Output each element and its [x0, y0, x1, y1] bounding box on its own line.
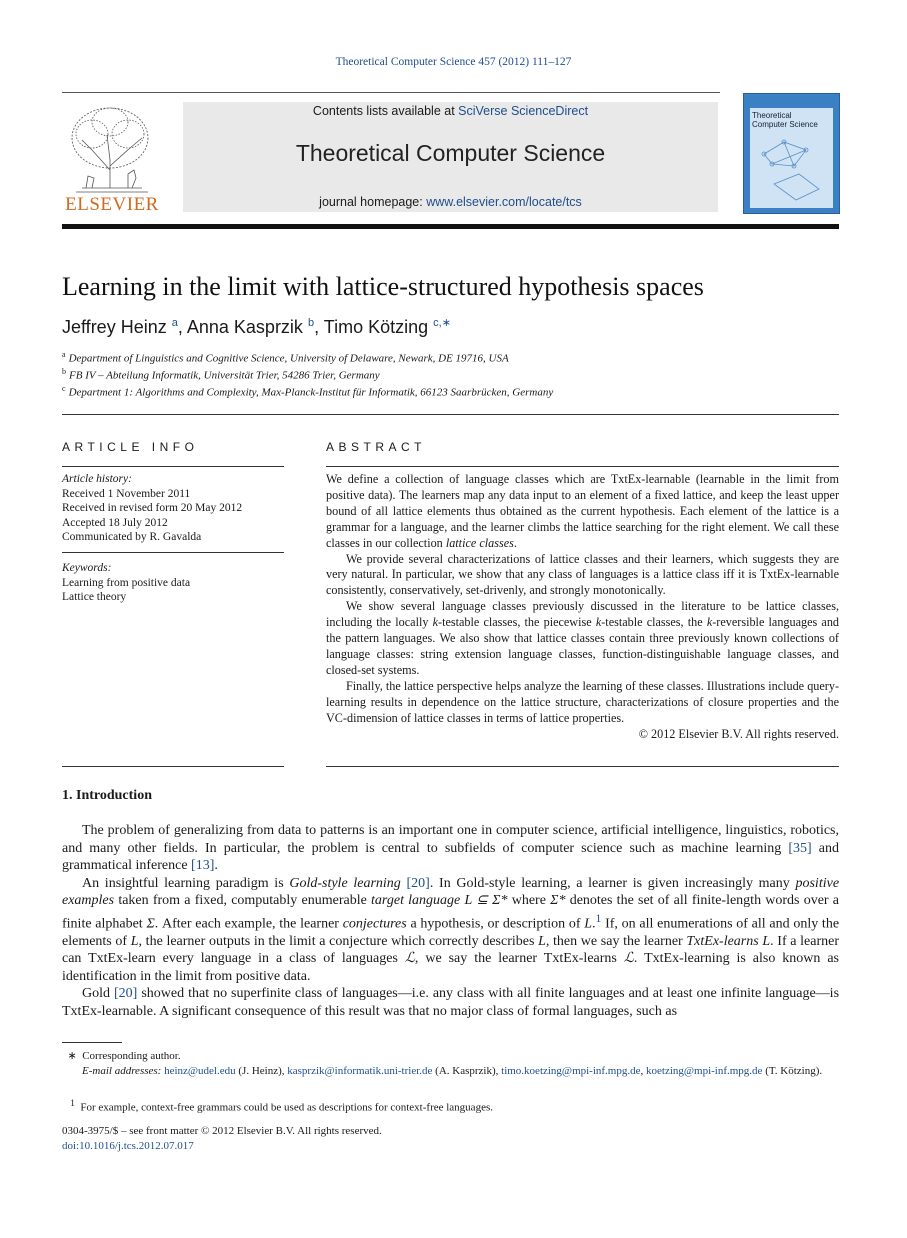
- publisher-name: ELSEVIER: [65, 194, 159, 215]
- footnote-mark: 1: [70, 1098, 75, 1108]
- affiliation-mark: a: [62, 350, 66, 359]
- article-info-heading: ARTICLE INFO: [62, 440, 199, 454]
- abstract-paragraph: We define a collection of language classes which are TxtEx-learnable (learnable in the limit from positive data). The learners map any data input to an element of a fixed lattice, and keep the least upper bound of all lattice elements thus obtained as the current hypothesis. Each element of the lattice is a grammar for a language, and the learner climbs the lattice searching for the right element. We call these classes in our collection lattice classes.: [326, 472, 839, 550]
- email-label: E-mail addresses:: [82, 1065, 162, 1077]
- abstract-rule: [326, 466, 839, 467]
- article-info-bottom-rule: [62, 766, 284, 767]
- body-paragraph: An insightful learning paradigm is Gold-style learning [20]. In Gold-style learning, a learner is given increasingly many positive examples taken from a fixed, computably enumerable target language L ⊆ Σ* where Σ* denotes the set of all finite-length words over a finite alphabet Σ. After each example, the learner conjectures a hypothesis, or description of L.$^1$ If, on all enumerations of all and only the elements of L, the learner outputs in the limit a conjecture which correctly describes L, then we say the learner TxtEx-learns L. If a learner can TxtEx-learn every language in a class of languages ℒ, we say the learner TxtEx-learns ℒ. TxtEx-learning is also known as identification in the limit from positive data.: [62, 875, 840, 984]
- journal-citation[interactable]: Theoretical Computer Science 457 (2012) 111–127: [335, 56, 572, 68]
- article-info-rule: [62, 466, 284, 467]
- author-affil-mark[interactable]: a: [171, 317, 178, 329]
- footnote-one: $^1$ For example, context-free grammars could be used as descriptions for context-free languages.: [70, 1098, 493, 1114]
- body-paragraph: The problem of generalizing from data to patterns is an important one in computer science, artificial intelligence, linguistics, robotics, and many other fields. In particular, the problem is central to subfields of computer science such as machine learning [35] and grammatical inference [13].: [62, 823, 839, 873]
- history-item: Accepted 18 July 2012: [62, 516, 168, 529]
- affiliation-text: Department 1: Algorithms and Complexity, Max-Planck-Institut für Informatik, 66123 Saarbrücken, Germany: [68, 386, 554, 399]
- homepage-link[interactable]: www.elsevier.com/locate/tcs: [426, 195, 582, 209]
- abstract-paragraph: We provide several characterizations of lattice classes and their learners, which suggests they are very natural. In particular, we show that any class of languages is a lattice class iff it is TxtEx-learnable consistently, conservatively, set-drivenly, and strongly monotonically.: [326, 551, 839, 598]
- history-label: Article history:: [62, 473, 132, 485]
- keyword: Learning from positive data: [62, 576, 191, 589]
- abstract-copyright: © 2012 Elsevier B.V. All rights reserved.: [638, 726, 839, 741]
- journal-cover[interactable]: [743, 93, 840, 214]
- abstract-bottom-rule: [326, 766, 839, 767]
- section-heading: 1. Introduction: [62, 788, 152, 803]
- author-name[interactable]: Anna Kasprzik: [186, 317, 303, 337]
- author-list: Jeffrey Heinz $^a$, Anna Kasprzik $^b$, Timo Kötzing $^{c,∗}$: [62, 317, 451, 337]
- paper-title: Learning in the limit with lattice-structured hypothesis spaces: [62, 272, 704, 301]
- history-item: Received 1 November 2011: [62, 487, 191, 500]
- footnote-ref[interactable]: 1: [595, 911, 602, 925]
- homepage-line: [183, 195, 718, 209]
- email-link[interactable]: koetzing@mpi-inf.mpg.de: [646, 1065, 763, 1077]
- citation-link[interactable]: [20]: [406, 875, 430, 891]
- keyword: Lattice theory: [62, 591, 127, 603]
- cover-title-line1: Theoretical: [752, 111, 792, 120]
- journal-title: Theoretical Computer Science: [295, 140, 606, 166]
- footnote-corresponding: ∗ Corresponding author.: [67, 1050, 181, 1062]
- history-item: Received in revised form 20 May 2012: [62, 502, 243, 514]
- sciencedirect-link[interactable]: SciVerse ScienceDirect: [458, 104, 589, 118]
- footnote-emails: E-mail addresses: heinz@udel.edu (J. Heinz), kasprzik@informatik.uni-trier.de (A. Kasprzik), timo.koetzing@mpi-inf.mpg.de, koetzing@mpi-inf.mpg.de (T. Kötzing).: [62, 1064, 839, 1079]
- abstract-heading: ABSTRACT: [326, 440, 427, 454]
- contents-prefix: Contents lists available at: [312, 104, 455, 118]
- keywords-block: [62, 561, 284, 605]
- email-link[interactable]: kasprzik@informatik.uni-trier.de: [287, 1065, 433, 1077]
- keywords-rule: [62, 552, 284, 553]
- affiliation-mark: c: [62, 384, 66, 393]
- affiliation: [62, 384, 553, 399]
- abstract-paragraph: Finally, the lattice perspective helps analyze the learning of these classes. Illustrations include query-learning results in dependence on the lattice structure, characterizations of closure properties and the VC-dimension of lattice classes in terms of lattice properties.: [326, 678, 839, 725]
- introduction-body: [62, 822, 839, 1020]
- keywords-label: Keywords:: [62, 562, 112, 574]
- issn-line: 0304-3975/$ – see front matter © 2012 Elsevier B.V. All rights reserved.: [62, 1125, 382, 1137]
- cover-title-line2: Computer Science: [752, 120, 818, 129]
- affiliation: [62, 367, 380, 382]
- affiliation: [62, 350, 509, 365]
- affiliation-text: FB IV – Abteilung Informatik, Universität Trier, 54286 Trier, Germany: [69, 369, 380, 382]
- abstract-body: [326, 472, 839, 742]
- footnote-mark: ∗: [67, 1050, 77, 1062]
- abstract-paragraph: We show several language classes previously discussed in the literature to be lattice classes, including the locally k-testable classes, the piecewise k-testable classes, the k-reversible languages and the pattern languages. We also show that lattice classes contain three previously known collections of language classes: string extension language classes, function-distinguishable language classes, and closed-set systems.: [326, 599, 840, 677]
- author-affil-mark[interactable]: b: [307, 317, 315, 329]
- email-link[interactable]: timo.koetzing@mpi-inf.mpg.de: [501, 1065, 641, 1077]
- affiliation-text: Department of Linguistics and Cognitive Science, University of Delaware, Newark, DE 19716, USA: [68, 352, 509, 365]
- header-rule: [62, 92, 720, 93]
- contents-line: [183, 104, 718, 118]
- homepage-prefix: journal homepage:: [319, 195, 423, 209]
- header-thick-rule: [62, 224, 839, 229]
- citation-link[interactable]: [35]: [788, 840, 812, 856]
- doi-link[interactable]: doi:10.1016/j.tcs.2012.07.017: [62, 1140, 194, 1152]
- history-item: Communicated by R. Gavalda: [62, 531, 202, 543]
- email-link[interactable]: heinz@udel.edu: [164, 1065, 236, 1077]
- author-affil-mark[interactable]: c,∗: [433, 317, 451, 329]
- cover-graphic: [744, 94, 839, 213]
- affiliation-rule: [62, 414, 839, 415]
- author-name[interactable]: Jeffrey Heinz: [62, 317, 167, 337]
- author-name[interactable]: Timo Kötzing: [323, 317, 429, 337]
- tree-icon: [72, 108, 148, 192]
- citation-link[interactable]: [20]: [114, 986, 138, 1002]
- citation-link[interactable]: [13]: [191, 858, 215, 873]
- article-history: [62, 472, 284, 545]
- affiliation-mark: b: [62, 367, 66, 376]
- front-matter: [62, 1124, 382, 1154]
- footnote-rule: [62, 1042, 122, 1043]
- body-paragraph: Gold [20] showed that no superfinite class of languages—i.e. any class with all finite languages and at least one infinite language—is TxtEx-learnable. A significant consequence of this result was that no major class of formal languages, such as: [62, 986, 840, 1019]
